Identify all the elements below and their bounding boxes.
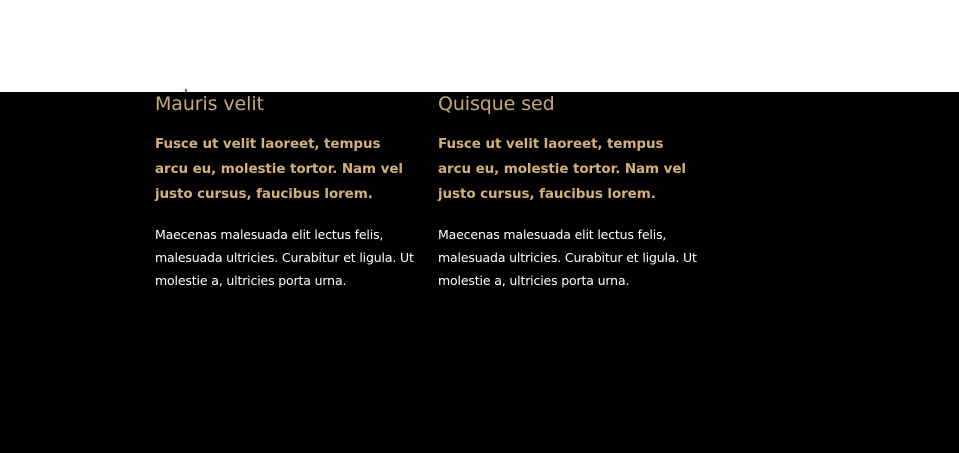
feature-lead-text: Fusce ut velit laoreet, tempus arcu eu, molestie tortor. Nam vel justo cursus, faucibus lorem. [155, 136, 403, 202]
features-section [0, 92, 959, 453]
feature-title: Mauris velit [155, 93, 264, 115]
top-header-area [0, 0, 959, 92]
feature-lead-text: Fusce ut velit laoreet, tempus arcu eu, molestie tortor. Nam vel justo cursus, faucibus lorem. [438, 136, 686, 202]
feature-body-text: Maecenas malesuada elit lectus felis, malesuada ultricies. Curabitur et ligula. Ut molestie a, ultricies porta urna. [438, 227, 697, 288]
feature-title: Quisque sed [438, 93, 555, 115]
feature-body-text: Maecenas malesuada elit lectus felis, malesuada ultricies. Curabitur et ligula. Ut molestie a, ultricies porta urna. [155, 227, 414, 288]
